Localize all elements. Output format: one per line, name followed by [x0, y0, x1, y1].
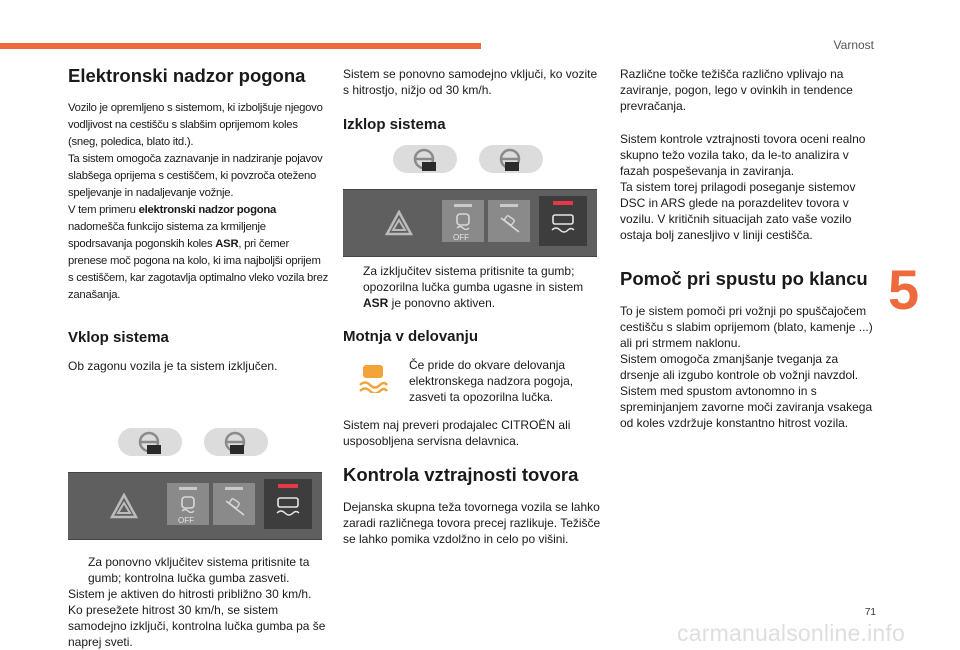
active-indicator — [278, 484, 298, 488]
intro-text: Vozilo je opremljeno s sistemom, ki izboljšuje njegovo vodljivost na cestišču s slabšim oprijemom koles (sneg, poledica, blato itd.). Ta sistem omogoča zaznavanje in nadziranje pojavov slabšega oprijema s cestiščem, ki povzroča oteženo speljevanje in nadaljevanje vožnje. V tem primeru elektronski nadzor pogona nadomešča funkcijo sistema za krmiljenje spodrsavanja pogonskih koles ASR, pri čemer prenese moč pogona na kolo, ki ima najboljši oprijem s cestiščem, kar zagotavlja optimalno vleko vozila brez zanašanja. — [68, 102, 329, 301]
traction-control-icon — [549, 212, 577, 234]
esp-off-icon — [180, 495, 196, 513]
paragraph: Različne točke težišča različno vplivajo na zaviranje, pogon, lego v ovinkih in tendence prevračanja. — [620, 67, 853, 113]
hill-descent-button — [488, 200, 530, 242]
warning-note: Če pride do okvare delovanja elektronskega nadzora pogoja, zasveti ta opozorilna lučka. — [343, 357, 601, 405]
bullet-item: Za ponovno vključitev sistema pritisnite ta gumb; kontrolna lučka gumba zasveti. — [88, 555, 310, 585]
bullet-item: Za izključitev sistema pritisnite ta gumb; opozorilna lučka gumba ugasne in sistem ASR je ponovno aktiven. — [363, 264, 584, 310]
traction-warning-icon — [357, 363, 389, 393]
control-button-icon — [230, 445, 244, 454]
paragraph: Sistem kontrole vztrajnosti tovora oceni realno skupno težo vozila tako, da le-to analizira v fazah pospeševanja in zaviranja. Ta sistem torej prilagodi poseganje sistemov DSC in ARS glede na porazdelitev tovora v vozilu. V kritičnih situacijah zato vaše vozilo ostaja bolj zanesljivo v liniji cestišča. — [620, 132, 866, 242]
esp-off-button: OFF — [167, 483, 209, 525]
motnja-heading: Motnja v delovanju — [343, 328, 479, 345]
hazard-icon — [110, 493, 138, 519]
hazard-icon — [385, 210, 413, 236]
service-text: Sistem naj preveri prodajalec CITROËN ali usposobljena servisna delavnica. — [343, 418, 571, 448]
izklop-heading: Izklop sistema — [343, 116, 446, 133]
column-3 — [620, 66, 880, 431]
chapter-number: 5 — [888, 258, 920, 321]
column-2 — [343, 66, 601, 547]
pomoc-heading: Pomoč pri spustu po klancu — [620, 268, 868, 289]
vklop-heading: Vklop sistema — [68, 329, 169, 346]
header-accent-bar — [0, 43, 481, 49]
page-number: 71 — [864, 607, 876, 618]
auto-reactivate-text: Sistem se ponovno samodejno vključi, ko vozite s hitrostjo, nižjo od 30 km/h. — [343, 67, 598, 97]
esp-off-icon — [455, 212, 471, 230]
watermark: carmanualsonline.info — [677, 620, 905, 646]
hill-descent-icon — [224, 497, 246, 517]
kontrola-heading: Kontrola vztrajnosti tovora — [343, 464, 579, 485]
control-button-icon — [422, 162, 436, 171]
traction-control-button — [264, 479, 312, 529]
switch-panel — [343, 189, 597, 257]
steering-wheel-controls-illustration — [68, 428, 328, 472]
esp-off-button: OFF — [442, 200, 484, 242]
switch-panel — [68, 472, 322, 540]
section-title: Elektronski nadzor pogona — [68, 65, 306, 86]
traction-control-button — [539, 196, 587, 246]
kontrola-text: Dejanska skupna teža tovornega vozila se lahko zaradi različnega tovora precej razlikuje. Težišče se lahko pomika vzdolžno in celo po višini. — [343, 500, 601, 546]
hill-descent-icon — [499, 214, 521, 234]
pomoc-text: To je sistem pomoči pri vožnji po spuščajočem cestišču s slabim oprijemom (blato, kamenje ...) ali pri strmem naklonu. Sistem omogoča zmanjšanje tveganja za drsenje ali izgubo kontrole ob vožnji navzdol. Sistem med spustom avtonomno in s spreminjanjem zavorne moči zaviranja vsakega od koles vzdržuje konstantno hitrost vozila. — [620, 304, 873, 430]
vklop-text: Ob zagonu vozila je ta sistem izključen. — [68, 359, 278, 373]
control-button-icon — [505, 162, 519, 171]
column-1: Elektronski nadzor pogona Vozilo je opremljeno s sistemom, ki izboljšuje njegovo vodljivost na cestišču s slabšim oprijemom koles (sneg, poledica, blato itd.). Ta sistem omogoča zaznavanje in nadziranje pojavov slabšega oprijema s cestiščem, ki povzroča oteženo speljevanje in nadaljevanje vožnje. V tem primeru elektronski nadzor pogona nadomešča funkcijo sistema za krmiljenje spodrsavanja pogonskih koles ASR, pri čemer prenese moč pogona na kolo, ki ima najboljši oprijem s cestiščem, kar zagotavlja optimalno vleko vozila brez zanašanja. Vklop sistema Ob zagonu vozila je ta sistem izključen. OFF Za ponovno vključitev sistema pritisnite ta gumb; kontrolna lučka gumba zasveti. Sistem je aktiven do hitrosti približno 30 km/h. Ko presežete hitrost 30 km/h, se sistem samodejno izključi, kontrolna lučka gumba pa še naprej sveti. — [68, 65, 329, 649]
steering-wheel-controls-illustration — [343, 145, 601, 189]
hill-descent-button — [213, 483, 255, 525]
control-button-icon — [147, 445, 161, 454]
traction-control-icon — [274, 495, 302, 517]
section-name: Varnost — [833, 38, 874, 52]
active-indicator — [553, 201, 573, 205]
